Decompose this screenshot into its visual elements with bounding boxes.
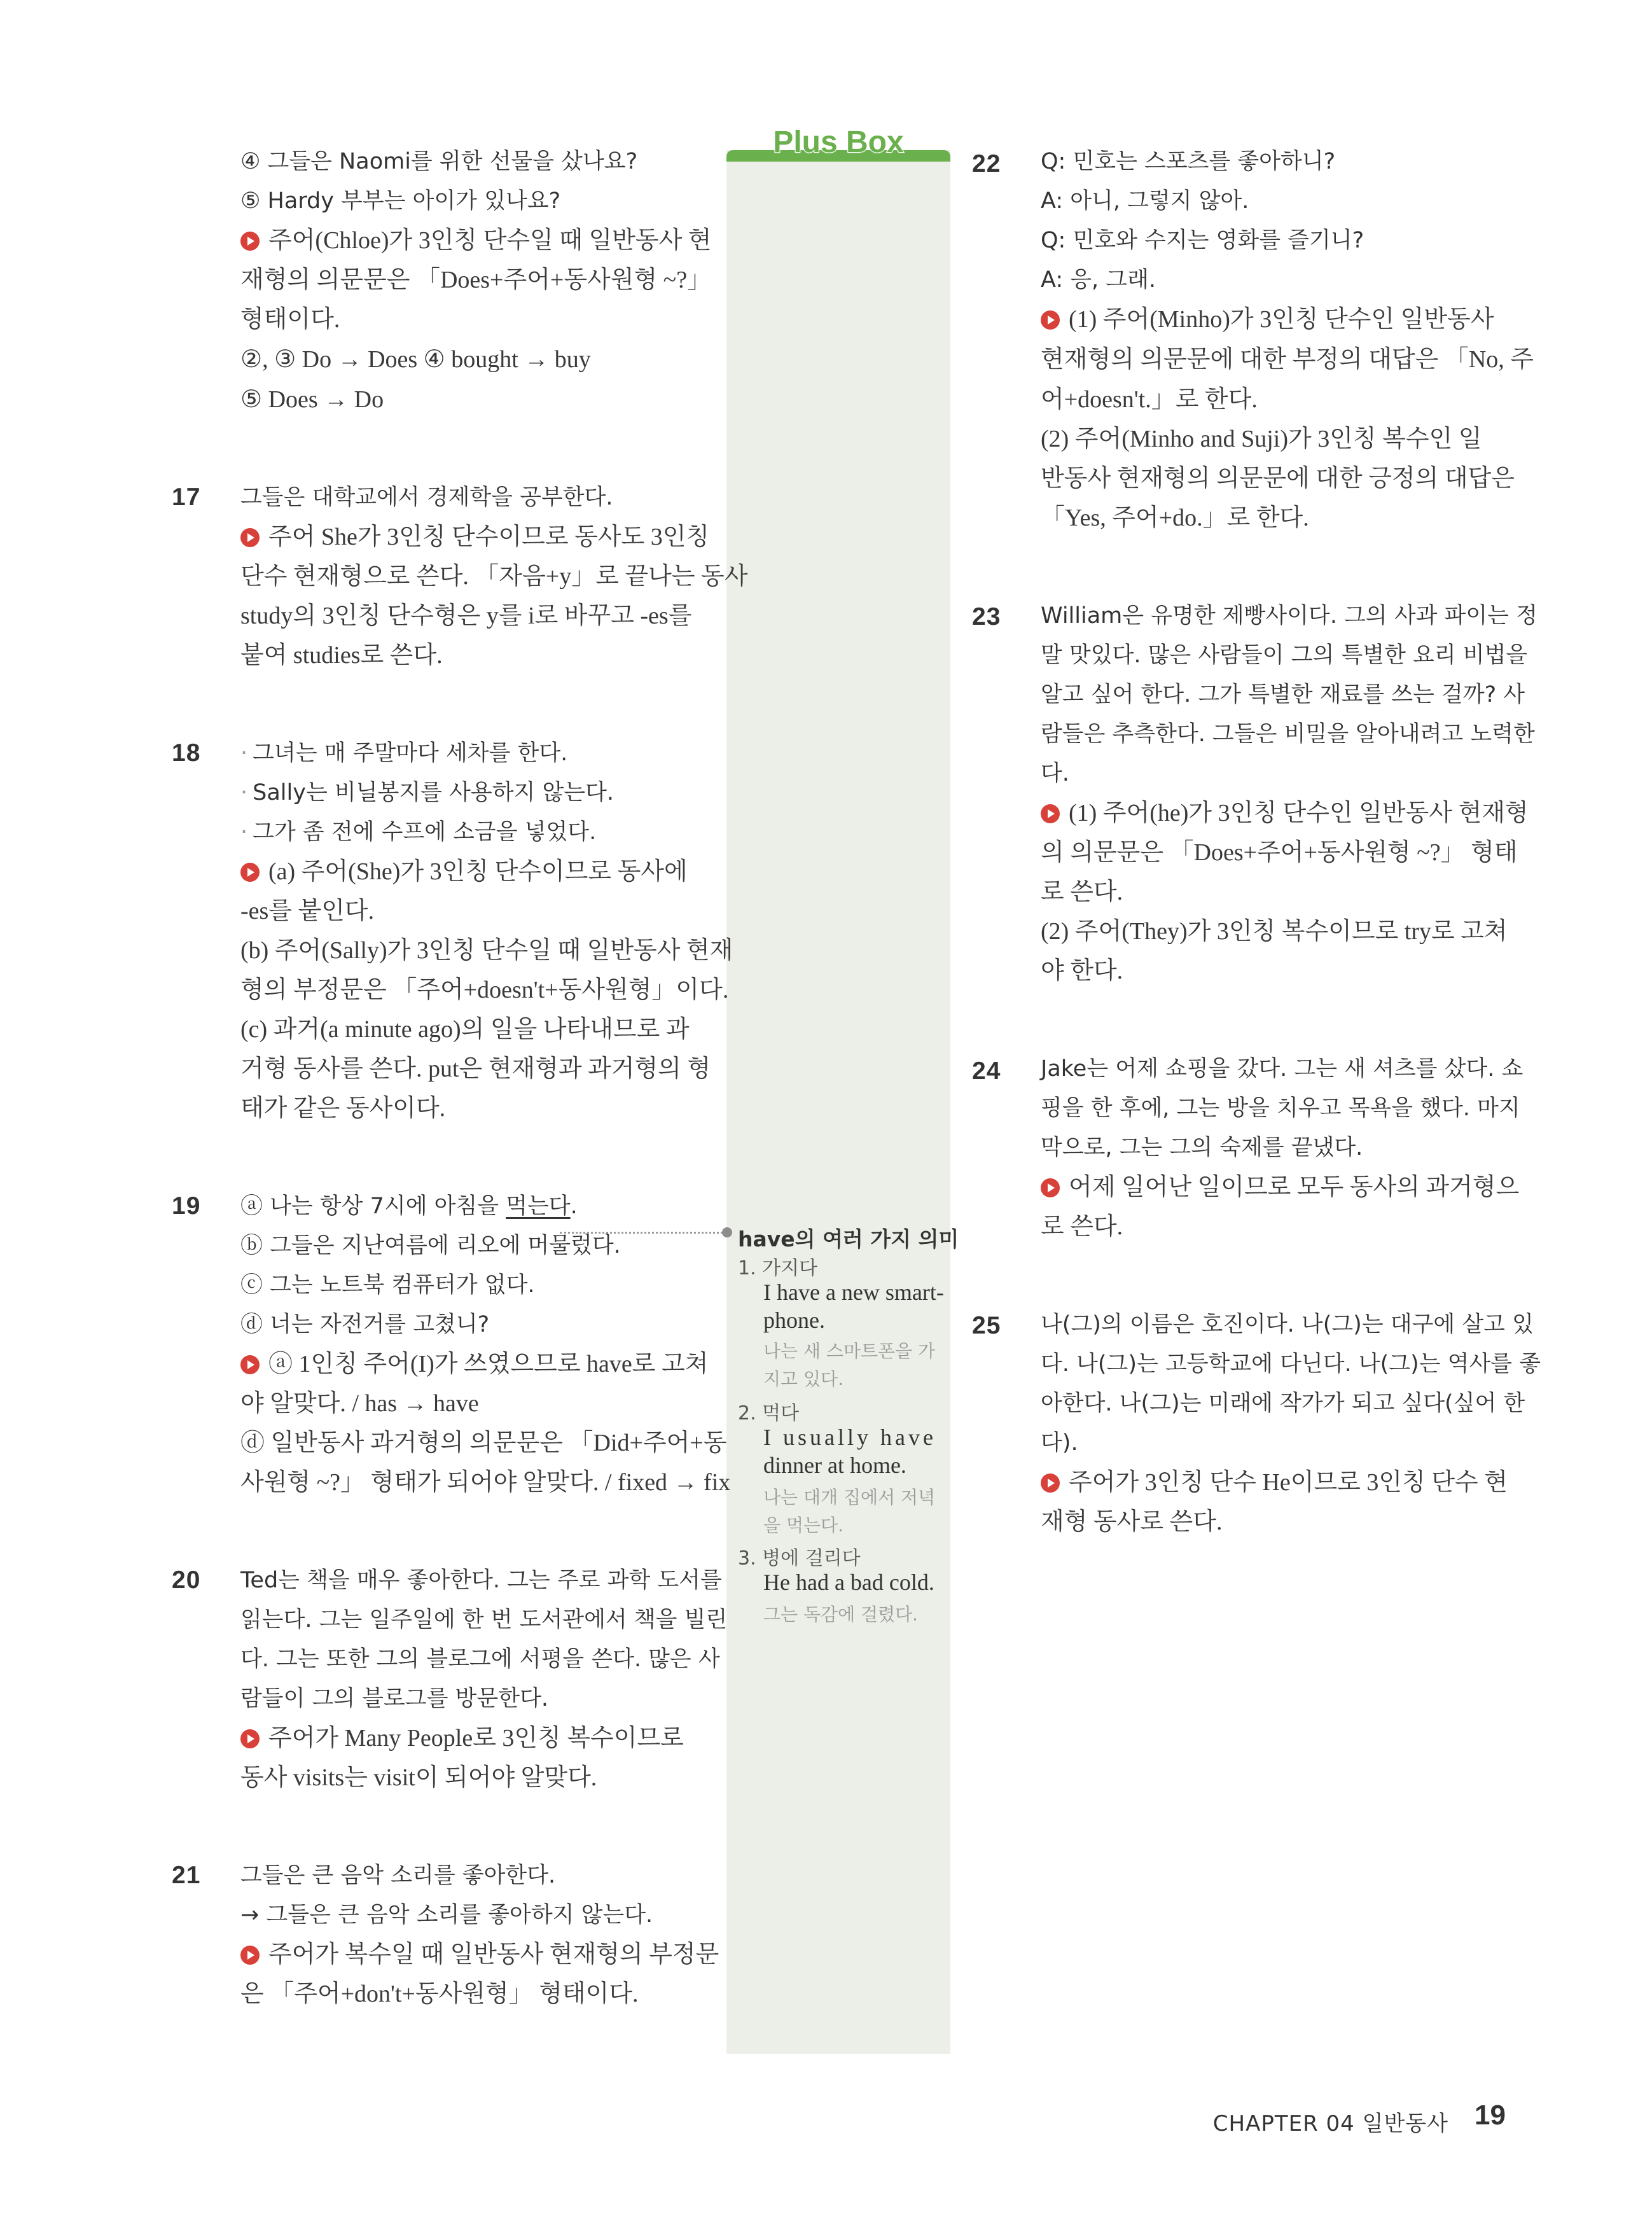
- answer-line: 야 한다.: [1041, 958, 1123, 984]
- question-line: ⑤ Hardy 부부는 아이가 있나요?: [240, 188, 561, 214]
- question-line: 다. 그는 또한 그의 블로그에 서평을 쓴다. 많은 사: [240, 1647, 720, 1672]
- meaning-label: 1. 가지다: [738, 1257, 818, 1279]
- meaning-example: I usually have: [763, 1425, 936, 1450]
- question-line: 다. 나(그)는 고등학교에 다닌다. 나(그)는 역사를 좋: [1041, 1351, 1541, 1377]
- question-number: 20: [172, 1566, 201, 1594]
- question-line: A: 아니, 그렇지 않아.: [1041, 188, 1249, 214]
- answer-line: ⓓ 일반동사 과거형의 의문문은 「Did+주어+동: [240, 1430, 727, 1456]
- answer-line: 반동사 현재형의 의문문에 대한 긍정의 대답은: [1041, 465, 1515, 492]
- question-line: 다).: [1041, 1430, 1078, 1456]
- question-number: 17: [172, 484, 201, 511]
- answer-line: 동사 visits는 visit이 되어야 알맞다.: [240, 1764, 597, 1791]
- answer-line: 주어가 Many People로 3인칭 복수이므로: [240, 1725, 684, 1751]
- answer-line: -es를 붙인다.: [240, 898, 375, 924]
- meaning-translation: 나는 새 스마트폰을 가: [763, 1341, 936, 1362]
- answer-line: (1) 주어(he)가 3인칭 단수인 일반동사 현재형: [1041, 800, 1529, 826]
- answer-line: (2) 주어(Minho and Suji)가 3인칭 복수인 일: [1041, 426, 1482, 452]
- answer-icon: [1041, 310, 1060, 330]
- bullet-line: · Sally는 비닐봉지를 사용하지 않는다.: [240, 780, 614, 805]
- answer-line: 주어 She가 3인칭 단수이므로 동사도 3인칭: [240, 524, 709, 550]
- footer-chapter: CHAPTER 04 일반동사: [1212, 2111, 1448, 2136]
- question-line: 막으로, 그는 그의 숙제를 끝냈다.: [1041, 1135, 1363, 1160]
- question-line: William은 유명한 제빵사이다. 그의 사과 파이는 정: [1041, 603, 1537, 629]
- answer-line: (2) 주어(They)가 3인칭 복수이므로 try로 고쳐: [1041, 918, 1508, 945]
- meaning-example: I have a new smart-: [763, 1279, 944, 1305]
- question-number: 24: [972, 1057, 1001, 1085]
- question-line: 읽는다. 그는 일주일에 한 번 도서관에서 책을 빌린: [240, 1607, 728, 1633]
- question-line: A: 응, 그래.: [1041, 267, 1156, 293]
- answer-icon: [1041, 1178, 1060, 1197]
- answer-line: (b) 주어(Sally)가 3인칭 단수일 때 일반동사 현재: [240, 937, 733, 964]
- answer-line: 「Yes, 주어+do.」로 한다.: [1041, 505, 1309, 531]
- answer-line: study의 3인칭 단수형은 y를 i로 바꾸고 -es를: [240, 603, 692, 629]
- question-line: 람들은 추측한다. 그들은 비밀을 알아내려고 노력한: [1041, 721, 1535, 747]
- answer-icon: [1041, 804, 1060, 823]
- question-line: 다.: [1041, 761, 1069, 786]
- question-line: Q: 민호는 스포츠를 좋아하니?: [1041, 149, 1336, 174]
- answer-line: 거형 동사를 쓴다. put은 현재형과 과거형의 형: [240, 1056, 711, 1082]
- answer-line: 로 쓴다.: [1041, 1213, 1123, 1240]
- answer-line: (1) 주어(Minho)가 3인칭 단수인 일반동사: [1041, 307, 1494, 332]
- answer-icon: [240, 232, 260, 251]
- bullet-line: · 그가 좀 전에 수프에 소금을 넣었다.: [240, 819, 597, 845]
- meaning-label: 2. 먹다: [738, 1402, 800, 1425]
- answer-line: 어+doesn't.」로 한다.: [1041, 386, 1258, 413]
- answer-line: 사원형 ~?」 형태가 되어야 알맞다. / fixed → fix: [240, 1469, 731, 1496]
- answer-line: 붙여 studies로 쓴다.: [240, 642, 443, 669]
- underlined-word: 먹는다: [506, 1194, 571, 1219]
- connector-dot: [722, 1227, 732, 1237]
- question-line: 나(그)의 이름은 호진이다. 나(그)는 대구에 살고 있: [1041, 1312, 1534, 1337]
- answer-line: 어제 일어난 일이므로 모두 동사의 과거형으: [1041, 1174, 1519, 1200]
- answer-line: 태가 같은 동사이다.: [240, 1095, 446, 1122]
- question-line: 그들은 큰 음악 소리를 좋아한다.: [240, 1863, 556, 1888]
- plus-box-panel: [726, 150, 959, 2054]
- bullet-icon: ·: [240, 741, 248, 766]
- answer-line: ⓐ 1인칭 주어(I)가 쓰였으므로 have로 고쳐: [240, 1351, 708, 1377]
- page-number: 19: [1475, 2100, 1506, 2131]
- meaning-translation: 을 먹는다.: [763, 1515, 843, 1536]
- answer-line: 주어가 3인칭 단수 He이므로 3인칭 단수 현: [1041, 1470, 1508, 1495]
- answer-line: 로 쓴다.: [1041, 879, 1123, 905]
- answer-line: 의 의문문은 「Does+주어+동사원형 ~?」 형태: [1041, 839, 1518, 866]
- question-line: 말 맛있다. 많은 사람들이 그의 특별한 요리 비법을: [1041, 643, 1528, 668]
- answer-line: 재형 동사로 쓴다.: [1041, 1509, 1223, 1535]
- question-line: Ted는 책을 매우 좋아한다. 그는 주로 과학 도서를: [240, 1568, 722, 1593]
- answer-icon: [240, 1729, 260, 1748]
- answer-line: 주어(Chloe)가 3인칭 단수일 때 일반동사 현: [240, 228, 712, 253]
- meaning-label: 3. 병에 걸리다: [738, 1547, 861, 1570]
- answer-icon: [240, 528, 260, 547]
- question-line: 핑을 한 후에, 그는 방을 치우고 목욕을 했다. 마지: [1041, 1096, 1520, 1121]
- meaning-translation: 지고 있다.: [763, 1369, 843, 1390]
- plus-box-title: Plus Box: [773, 125, 904, 159]
- answer-icon: [1041, 1474, 1060, 1493]
- answer-line: 재형의 의문문은 「Does+주어+동사원형 ~?」: [240, 267, 712, 293]
- question-line: ⓒ 그는 노트북 컴퓨터가 없다.: [240, 1272, 535, 1298]
- plus-box-header: [726, 125, 950, 164]
- plus-box-heading: have의 여러 가지 의미: [738, 1227, 959, 1251]
- bullet-icon: ·: [240, 819, 248, 845]
- answer-icon: [240, 1355, 260, 1374]
- question-line: ⓐ 나는 항상 7시에 아침을 먹는다.: [240, 1194, 578, 1219]
- answer-line: 현재형의 의문문에 대한 부정의 대답은 「No, 주: [1041, 346, 1534, 373]
- bullet-line: · 그녀는 매 주말마다 세차를 한다.: [240, 741, 568, 766]
- answer-line: (c) 과거(a minute ago)의 일을 나타내므로 과: [240, 1016, 690, 1043]
- question-line: ⓑ 그들은 지난여름에 리오에 머물렀다.: [240, 1233, 621, 1258]
- question-number: 21: [172, 1862, 201, 1889]
- question-line: 알고 싶어 한다. 그가 특별한 재료를 쓰는 걸까? 사: [1041, 682, 1525, 707]
- question-line: 그들은 대학교에서 경제학을 공부한다.: [240, 485, 613, 510]
- answer-line: 형의 부정문은 「주어+doesn't+동사원형」이다.: [240, 977, 729, 1003]
- meaning-example: dinner at home.: [763, 1453, 906, 1478]
- question-number: 22: [972, 150, 1001, 178]
- question-number: 19: [172, 1192, 201, 1220]
- answer-line: 야 알맞다. / has → have: [240, 1390, 479, 1417]
- meaning-translation: 나는 대개 집에서 저녁: [763, 1487, 936, 1508]
- meaning-example: He had a bad cold.: [763, 1570, 934, 1595]
- question-number: 23: [972, 603, 1001, 631]
- answer-line: 단수 현재형으로 쓴다. 「자음+y」로 끝나는 동사: [240, 563, 748, 590]
- meaning-example: phone.: [763, 1307, 825, 1333]
- question-line: Jake는 어제 쇼핑을 갔다. 그는 새 셔츠를 샀다. 쇼: [1041, 1056, 1524, 1082]
- answer-line: ②, ③ Do → Does ④ bought → buy: [240, 346, 591, 373]
- answer-line: 주어가 복수일 때 일반동사 현재형의 부정문: [240, 1942, 719, 1967]
- question-line: 람들이 그의 블로그를 방문한다.: [240, 1686, 549, 1711]
- meaning-translation: 그는 독감에 걸렸다.: [763, 1604, 919, 1625]
- question-line: → 그들은 큰 음악 소리를 좋아하지 않는다.: [240, 1902, 653, 1928]
- bullet-icon: ·: [240, 780, 248, 805]
- answer-icon: [240, 1946, 260, 1965]
- answer-line: 은 「주어+don't+동사원형」 형태이다.: [240, 1981, 639, 2007]
- answer-line: ⑤ Does → Do: [240, 386, 384, 413]
- question-number: 18: [172, 739, 201, 767]
- question-line: ⓓ 너는 자전거를 고쳤니?: [240, 1312, 490, 1337]
- question-number: 25: [972, 1312, 1001, 1339]
- question-line: ④ 그들은 Naomi를 위한 선물을 샀나요?: [240, 149, 638, 174]
- answer-line: (a) 주어(She)가 3인칭 단수이므로 동사에: [240, 859, 688, 884]
- question-line: Q: 민호와 수지는 영화를 즐기니?: [1041, 228, 1364, 253]
- answer-icon: [240, 863, 260, 882]
- answer-line: 형태이다.: [240, 306, 340, 333]
- question-line: 아한다. 나(그)는 미래에 작가가 되고 싶다(싶어 한: [1041, 1391, 1525, 1416]
